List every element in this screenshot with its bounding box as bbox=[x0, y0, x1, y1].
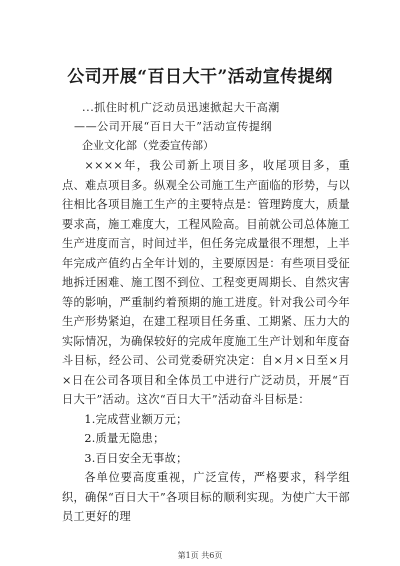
goal-item-2: 2.质量无隐患； bbox=[84, 432, 165, 445]
subtitle-slogan: ...抓住时机广泛动员迅速掀起大干高潮 bbox=[82, 101, 280, 114]
body-paragraph: ××××年，我公司新上项目多，收尾项目多，重点、难点项目多。纵观全公司施工生产面临的形势，与以往相比各项目施工生产的主要特点是：管理跨度大，质量要求高，施工难度大，工程风险高。目前就公司总体施工生产进度而言，时间过半，但任务完成量很不理想，上半年完成产值约占全年计划的，主要原因是：有些项目受征地拆迁困难、施工图不到位、工程变更周期长、自然灾害等的影响，严重制约着预期的施工进度。针对我公司今年生产形势紧迫，在建工程项目任务重、工期紧、压力大的实际情况，为确保较好的完成年度施工生产计划和年度奋斗目标，经公司、公司党委研究决定：自×月×日至×月×日在公司各项目和全体员工中进行广泛动员，开展“百日大干”活动。这次“百日大干”活动奋斗目标是： bbox=[62, 159, 350, 406]
goal-item-1: 1.完成营业额万元； bbox=[84, 412, 188, 426]
document-title: 公司开展“百日大干”活动宣传提纲 bbox=[67, 67, 333, 87]
subtitle-outline: ——公司开展“百日大干”活动宣传提纲 bbox=[74, 120, 273, 133]
page-footer: 第1页 共6页 bbox=[177, 551, 223, 560]
document-body bbox=[62, 156, 350, 527]
department-line: 企业文化部（党委宣传部） bbox=[82, 139, 214, 152]
body-paragraph-2: 各单位要高度重视，广泛宣传，严格要求，科学组织，确保“百日大干”各项目标的顺利实现。为使广大干部员工更好的理 bbox=[62, 471, 350, 523]
goal-item-3: 3.百日安全无事故； bbox=[84, 451, 188, 465]
